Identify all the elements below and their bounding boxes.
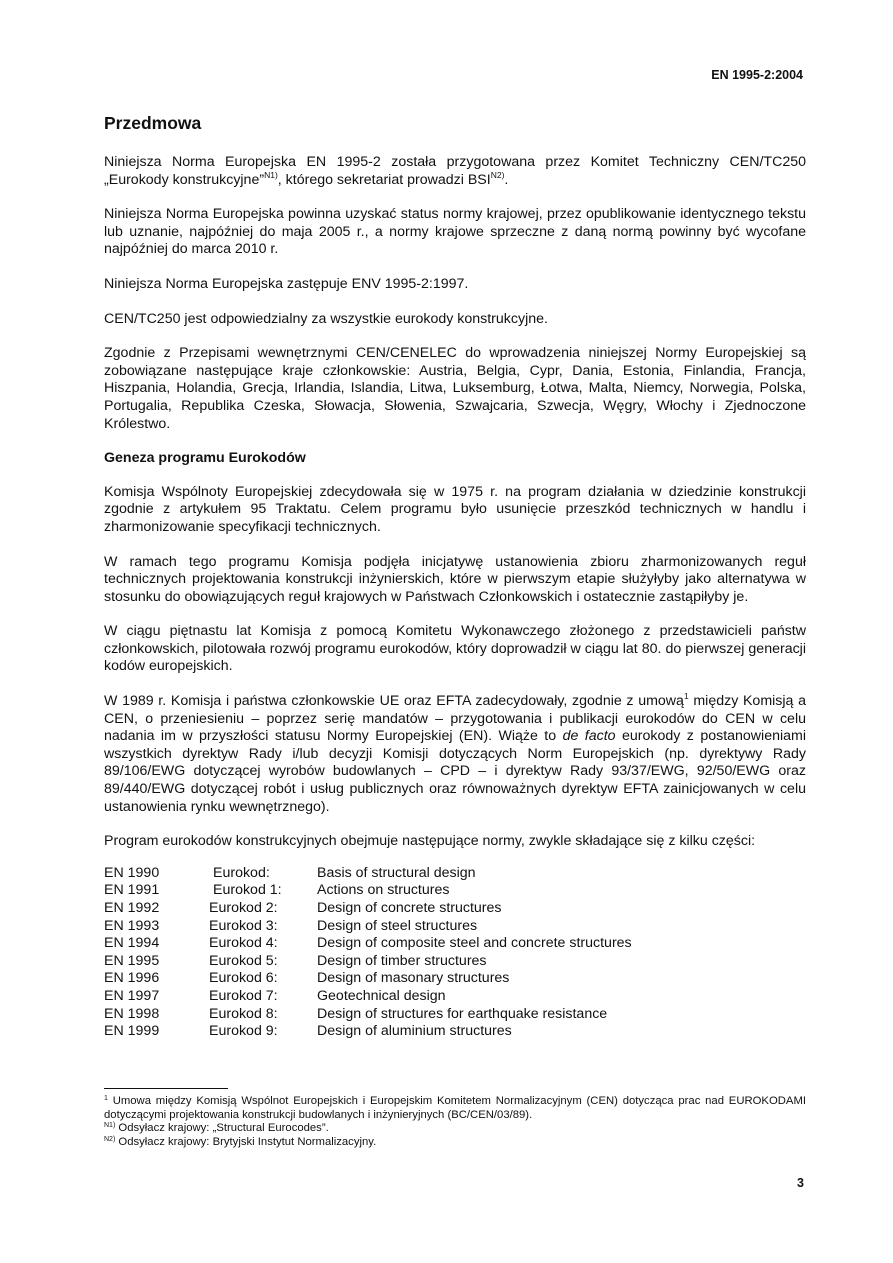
page-number: 3 (797, 1176, 804, 1190)
footnote-ref-n2: N2) (490, 169, 505, 180)
footnote-ref-1: 1 (683, 691, 689, 702)
code-name: Eurokod 8: (209, 1005, 278, 1022)
page-title: Przedmowa (104, 113, 202, 133)
code-description: Basis of structural design (317, 864, 476, 881)
table-row (104, 882, 632, 900)
paragraph-intro (104, 154, 806, 189)
table-row (104, 918, 632, 936)
code-number: EN 1991 (104, 882, 160, 899)
paragraph-program: Program eurokodów konstrukcyjnych obejmuje następujące normy, zwykle składające się z kilku części: (104, 833, 756, 850)
table-row (104, 1006, 632, 1024)
footnote-mark: 1 (104, 1095, 108, 1102)
paragraph-text: W 1989 r. Komisja i państwa członkowskie UE oraz EFTA zadecydowały, zgodnie z umową (104, 693, 684, 710)
table-row (104, 900, 632, 918)
footnote-ref-n1: N1) (264, 169, 278, 180)
paragraph-history-1: Komisja Wspólnoty Europejskiej zdecydowała się w 1975 r. na program działania w dziedzinie konstrukcji zgodnie z artykułem 95 Traktatu. Celem programu było usunięcie przeszkód technicznych w handlu i zharmonizowanie specyfikacji technicznych. (104, 483, 806, 535)
paragraph-history-3: W ciągu piętnastu lat Komisja z pomocą Komitetu Wykonawczego złożonego z przedstawicieli państw członkowskich, pilotowała rozwój programu eurokodów, który doprowadził w ciągu lat 80. do pierwszej generacji kodów europejskich. (104, 623, 806, 675)
paragraph-text: Niniejsza Norma Europejska EN 1995-2 została przygotowana przez Komitet Techniczny CEN/TC250 „Eurokody konstrukcyjne” (104, 154, 806, 188)
code-description: Design of steel structures (317, 917, 478, 934)
paragraph-responsibility: CEN/TC250 jest odpowiedzialny za wszystkie eurokody konstrukcyjne. (104, 310, 548, 327)
eurocodes-table (104, 865, 632, 1041)
paragraph-text: między Komisją a CEN, o przeniesieniu – poprzez serię mandatów – przygotowania i publikacji eurokodów do CEN w celu nadania im w przyszłości statusu Normy Europejskiej (EN). Wiąże to (104, 693, 806, 745)
code-name: Eurokod 5: (209, 952, 278, 969)
code-name: Eurokod: (213, 864, 270, 881)
code-name: Eurokod 4: (209, 935, 278, 952)
code-number: EN 1995 (104, 952, 160, 969)
code-name: Eurokod 3: (209, 917, 278, 934)
paragraph-text: eurokody z postanowieniami wszystkich dyrektyw Rady i/lub decyzji Komisji dotyczących Norm Europejskich (np. dyrektywy Rady 89/106/EWG dotyczącej wyrobów budowlanych – CPD – i dyrektyw Rady 93/37/EWG, 92/50/EWG oraz 89/440/EWG dotyczącej robót i usług publicznych oraz równoważnych dyrektyw EFTA zainicjowanych w celu ustanowienia rynku wewnętrznego). (104, 728, 807, 815)
code-description: Design of concrete structures (317, 900, 502, 916)
footnote-text: Odsyłacz krajowy: „Structural Eurocodes”. (115, 1122, 329, 1135)
paragraph-text: , którego sekretariat prowadzi BSI (277, 171, 491, 188)
footnote-text: Odsyłacz krajowy: Brytyjski Instytut Normalizacyjny. (115, 1135, 377, 1148)
footnote-divider (104, 1088, 228, 1089)
code-description: Geotechnical design (317, 987, 446, 1004)
code-description: Design of masonary structures (317, 970, 510, 987)
code-number: EN 1998 (104, 1005, 160, 1022)
code-number: EN 1990 (104, 864, 160, 881)
code-description: Actions on structures (317, 882, 450, 899)
code-description: Design of aluminium structures (317, 1023, 512, 1040)
paragraph-supersedes: Niniejsza Norma Europejska zastępuje ENV 1995-2:1997. (104, 275, 469, 292)
table-row (104, 988, 632, 1006)
code-number: EN 1993 (104, 917, 160, 934)
paragraph-text: . (504, 171, 509, 188)
document-id: EN 1995-2:2004 (711, 68, 803, 82)
code-number: EN 1994 (104, 935, 160, 952)
footnote-mark: N1) (104, 1122, 116, 1130)
paragraph-status: Niniejsza Norma Europejska powinna uzyskać status normy krajowej, przez opublikowanie identycznego tekstu lub uznanie, najpóźniej do maja 2005 r., a normy krajowe sprzeczne z daną normą powinny być wycofane najpóźniej do marca 2010 r. (104, 206, 806, 258)
code-number: EN 1996 (104, 970, 160, 987)
code-name: Eurokod 6: (209, 970, 278, 987)
code-number: EN 1992 (104, 900, 160, 916)
paragraph-countries: Zgodnie z Przepisami wewnętrznymi CEN/CENELEC do wprowadzenia niniejszej Normy Europejskiej są zobowiązane następujące kraje członkowskie: Austria, Belgia, Cypr, Dania, Estonia, Finlandia, Francja, Hiszpania, Holandia, Grecja, Irlandia, Islandia, Litwa, Luksemburg, Łotwa, Malta, Niemcy, Norwegia, Polska, Portugalia, Republika Czeska, Słowacja, Słowenia, Szwajcaria, Szwecja, Węgry, Włochy i Zjednoczone Królestwo. (104, 345, 806, 432)
page-content (104, 112, 806, 1041)
table-row (104, 865, 632, 883)
emphasis-text: de facto (562, 728, 616, 745)
paragraph-history-4 (104, 693, 806, 816)
code-name: Eurokod 1: (213, 882, 282, 899)
footnotes (104, 1088, 806, 1149)
table-row (104, 970, 632, 988)
footnote-1 (104, 1095, 806, 1122)
code-description: Design of structures for earthquake resistance (317, 1005, 608, 1022)
footnote-n1 (104, 1122, 806, 1136)
code-number: EN 1997 (104, 987, 160, 1004)
code-number: EN 1999 (104, 1023, 160, 1040)
paragraph-history-2: W ramach tego programu Komisja podjęła inicjatywę ustanowienia zbioru zharmonizowanych reguł technicznych projektowania konstrukcji inżynierskich, które w pierwszym etapie służyłyby jako alternatywa w stosunku do obowiązujących reguł krajowych w Państwach Członkowskich i ostatecznie zastąpiłyby je. (104, 553, 806, 605)
footnote-mark: N2) (104, 1135, 116, 1143)
table-row (104, 953, 632, 971)
footnote-text: Umowa między Komisją Wspólnot Europejskich i Europejskim Komitetem Normalizacyjnym (CEN) dotycząca prac nad EUROKODAMI dotyczącymi projektowania konstrukcji budowlanych i inżynieryjnych (BC/CEN/03/89). (104, 1095, 806, 1121)
code-description: Design of timber structures (317, 952, 487, 969)
code-name: Eurokod 2: (209, 900, 278, 916)
footnote-n2 (104, 1136, 806, 1150)
table-row (104, 935, 632, 953)
code-name: Eurokod 7: (209, 987, 278, 1004)
code-description: Design of composite steel and concrete structures (317, 935, 632, 952)
section-heading: Geneza programu Eurokodów (104, 450, 306, 467)
table-row (104, 1023, 632, 1041)
code-name: Eurokod 9: (209, 1023, 278, 1040)
